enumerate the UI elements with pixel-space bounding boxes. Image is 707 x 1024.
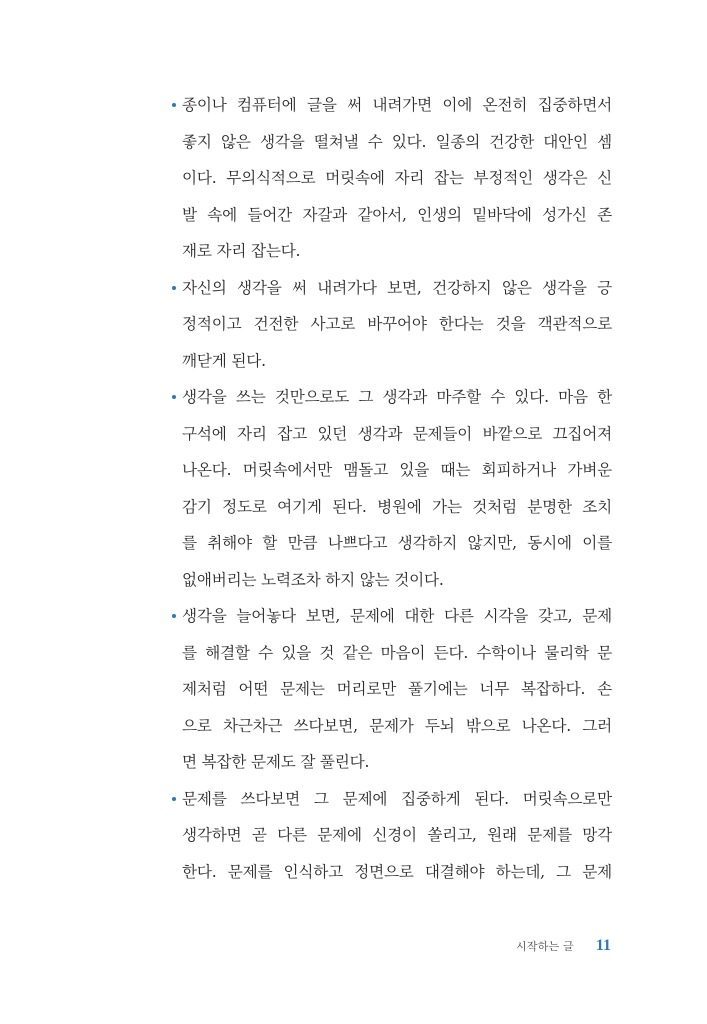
paragraph-line: 깨닫게 된다. bbox=[182, 351, 266, 370]
bullet-dot-icon bbox=[169, 87, 179, 123]
bullet-paragraph bbox=[170, 781, 612, 891]
paragraph-line: 면 복잡한 문제도 잘 풀린다. bbox=[182, 753, 370, 771]
page-number: 11 bbox=[595, 937, 611, 954]
paragraph-line: 문제를 쓰다보면 그 문제에 집중하게 된다. 머릿속으로만 bbox=[182, 789, 612, 808]
paragraph-line: 재로 자리 잡는다. bbox=[182, 242, 301, 260]
bullet-dot-icon bbox=[169, 379, 179, 415]
paragraph-line: 자신의 생각을 써 내려가다 보면, 건강하지 않은 생각을 긍 bbox=[182, 278, 612, 297]
paragraph-line: 생각하면 곧 다른 문제에 신경이 쏠리고, 원래 문제를 망각 bbox=[182, 826, 612, 844]
bullet-paragraph bbox=[170, 87, 612, 270]
paragraph-line: 구석에 자리 잡고 있던 생각과 문제들이 바깥으로 끄집어져 bbox=[182, 424, 612, 443]
paragraph-line: 없애버리는 노력조차 하지 않는 것이다. bbox=[182, 570, 444, 589]
paragraph-line: 좋지 않은 생각을 떨쳐낼 수 있다. 일종의 건강한 대안인 셈 bbox=[182, 132, 612, 151]
paragraph-line: 한다. 문제를 인식하고 정면으로 대결해야 하는데, 그 문제 bbox=[182, 862, 612, 881]
paragraph-line: 발 속에 들어간 자갈과 같아서, 인생의 밑바닥에 성가신 존 bbox=[182, 205, 612, 224]
page-body bbox=[170, 87, 612, 890]
bullet-dot-icon bbox=[169, 270, 179, 306]
bullet-dot-icon bbox=[169, 598, 179, 634]
running-header-section-title: 시작하는 글 bbox=[516, 940, 574, 953]
paragraph-line: 를 취해야 할 만큼 나쁘다고 생각하지 않지만, 동시에 이를 bbox=[182, 534, 612, 552]
paragraph-line: 감기 정도로 여기게 된다. 병원에 가는 것처럼 분명한 조치 bbox=[182, 497, 612, 516]
paragraph-line: 생각을 쓰는 것만으로도 그 생각과 마주할 수 있다. 마음 한 bbox=[182, 388, 612, 406]
paragraph-line: 생각을 늘어놓다 보면, 문제에 대한 다른 시각을 갖고, 문제 bbox=[182, 607, 612, 625]
paragraph-line: 종이나 컴퓨터에 글을 써 내려가면 이에 온전히 집중하면서 bbox=[182, 96, 612, 114]
paragraph-line: 으로 차근차근 쓰다보면, 문제가 두뇌 밖으로 나온다. 그러 bbox=[182, 716, 612, 735]
bullet-paragraph bbox=[170, 598, 612, 781]
bullet-dot-icon bbox=[169, 781, 179, 817]
bullet-paragraph bbox=[170, 270, 612, 380]
paragraph-line: 정적이고 건전한 사고로 바꾸어야 한다는 것을 객관적으로 bbox=[182, 315, 612, 333]
paragraph-line: 이다. 무의식적으로 머릿속에 자리 잡는 부정적인 생각은 신 bbox=[182, 169, 612, 187]
paragraph-line: 나온다. 머릿속에서만 맴돌고 있을 때는 회피하거나 가벼운 bbox=[182, 461, 612, 479]
paragraph-line: 를 해결할 수 있을 것 같은 마음이 든다. 수학이나 물리학 문 bbox=[182, 643, 612, 662]
paragraph-line: 제처럼 어떤 문제는 머리로만 풀기에는 너무 복잡하다. 손 bbox=[182, 680, 612, 698]
bullet-paragraph bbox=[170, 379, 612, 598]
page-footer bbox=[516, 934, 611, 958]
